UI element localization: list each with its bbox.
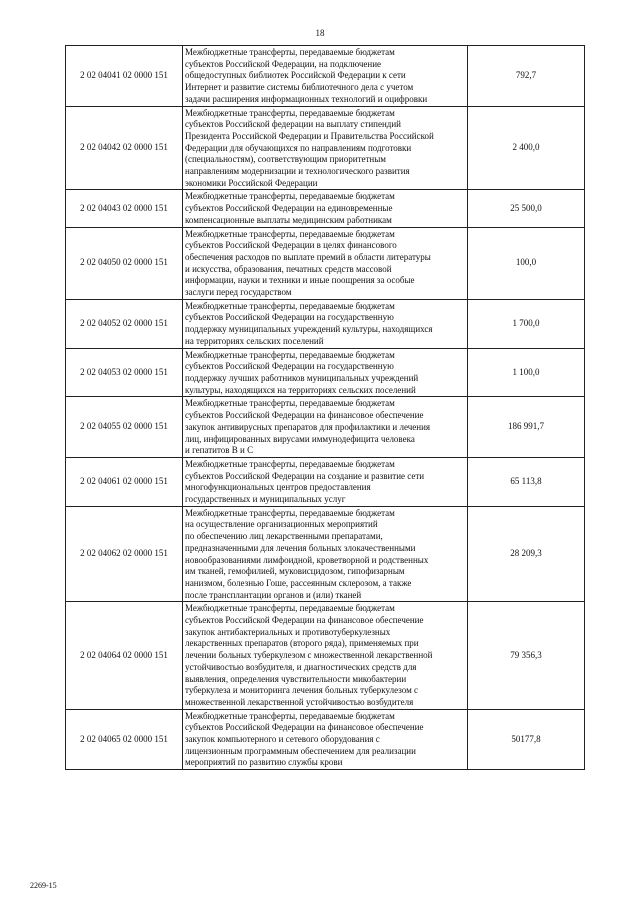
description-cell <box>183 190 468 227</box>
description-line: Межбюджетные трансферты, передаваемые бюджетам <box>185 507 395 518</box>
description-cell <box>183 227 468 299</box>
table-row <box>66 397 585 458</box>
description-line: многофункциональных центров предоставления <box>185 482 371 493</box>
document-code: 2269-15 <box>30 881 57 890</box>
amount-cell: 2 400,0 <box>468 106 585 190</box>
budget-code-cell: 2 02 04064 02 0000 151 <box>66 602 183 709</box>
table-row <box>66 190 585 227</box>
budget-code-cell: 2 02 04050 02 0000 151 <box>66 227 183 299</box>
table-row <box>66 709 585 770</box>
description-line: субъектов Российской Федерации на единовременные <box>185 203 393 214</box>
budget-code-cell: 2 02 04052 02 0000 151 <box>66 299 183 348</box>
description-cell <box>183 457 468 506</box>
budget-code-cell: 2 02 04061 02 0000 151 <box>66 457 183 506</box>
table-row <box>66 227 585 299</box>
amount-cell: 186 991,7 <box>468 397 585 458</box>
description-line: субъектов Российской Федерации на финансовое обеспечение <box>185 722 424 733</box>
description-line: Межбюджетные трансферты, передаваемые бюджетам <box>185 398 395 409</box>
table-row <box>66 106 585 190</box>
budget-code-cell: 2 02 04041 02 0000 151 <box>66 46 183 107</box>
amount-cell: 100,0 <box>468 227 585 299</box>
description-cell <box>183 348 468 397</box>
description-line: субъектов Российской Федерации, на подключение <box>185 58 382 69</box>
budget-code-cell: 2 02 04065 02 0000 151 <box>66 709 183 770</box>
description-cell <box>183 709 468 770</box>
description-line: им тканей, гемофилией, муковисцидозом, гипофизарным <box>185 566 405 577</box>
amount-cell: 65 113,8 <box>468 457 585 506</box>
budget-code-cell: 2 02 04042 02 0000 151 <box>66 106 183 190</box>
description-cell <box>183 46 468 107</box>
description-line: Межбюджетные трансферты, передаваемые бюджетам <box>185 300 395 311</box>
description-line: лечении больных туберкулезом с множественной лекарственной <box>185 650 433 661</box>
description-line: лицензионным программным обеспечением для реализации <box>185 745 416 756</box>
description-line: Межбюджетные трансферты, передаваемые бюджетам <box>185 349 395 360</box>
description-line: на осуществление организационных мероприятий <box>185 519 378 530</box>
budget-transfers-table <box>65 45 585 770</box>
table-row <box>66 506 585 602</box>
description-line: множественной лекарственной устойчивостью возбудителя <box>185 696 414 707</box>
description-line: туберкулеза и мониторинга лечения больных туберкулезом с <box>185 685 419 696</box>
budget-code-cell: 2 02 04053 02 0000 151 <box>66 348 183 397</box>
description-line: закупок компьютерного и сетевого оборудования с <box>185 734 380 745</box>
table-row <box>66 299 585 348</box>
table-row <box>66 457 585 506</box>
description-line: Федерации для обучающихся по направлениям подготовки <box>185 142 412 153</box>
description-line: Межбюджетные трансферты, передаваемые бюджетам <box>185 191 395 202</box>
table-row <box>66 348 585 397</box>
description-line: предназначенными для лечения больных злокачественными <box>185 542 416 553</box>
description-line: закупок антибактериальных и противотуберкулезных <box>185 626 391 637</box>
description-line: Межбюджетные трансферты, передаваемые бюджетам <box>185 228 395 239</box>
description-cell <box>183 506 468 602</box>
description-line: поддержку лучших работников муниципальных учреждений <box>185 372 419 383</box>
budget-code-cell: 2 02 04043 02 0000 151 <box>66 190 183 227</box>
description-cell <box>183 602 468 709</box>
table-body <box>66 46 585 770</box>
description-line: Межбюджетные трансферты, передаваемые бюджетам <box>185 458 395 469</box>
amount-cell: 50177,8 <box>468 709 585 770</box>
description-line: на территориях сельских поселений <box>185 335 324 346</box>
description-line: после трансплантации органов и (или) тканей <box>185 589 362 600</box>
table-row <box>66 46 585 107</box>
description-line: Президента Российской Федерации и Правительства Российской <box>185 130 434 141</box>
amount-cell: 792,7 <box>468 46 585 107</box>
description-line: лиц, инфицированных вирусами иммунодефицита человека <box>185 433 415 444</box>
budget-code-cell: 2 02 04062 02 0000 151 <box>66 506 183 602</box>
description-line: обеспечения расходов по выплате премий в области литературы <box>185 251 431 262</box>
description-line: субъектов Российской Федерации на государственную <box>185 361 394 372</box>
description-line: экономики Российской Федерации <box>185 177 318 188</box>
description-line: лекарственных препаратов (второго ряда), применяемых при <box>185 638 419 649</box>
description-line: Интернет и развитие системы библиотечного дела с учетом <box>185 82 414 93</box>
description-line: новообразованиями лимфоидной, кроветворной и родственных <box>185 554 429 565</box>
description-line: Межбюджетные трансферты, передаваемые бюджетам <box>185 603 395 614</box>
description-line: субъектов Российской Федерации на государственную <box>185 312 394 323</box>
description-line: субъектов Российской Федерации на создание и развитие сети <box>185 470 425 481</box>
amount-cell: 1 700,0 <box>468 299 585 348</box>
description-line: и искусства, образования, печатных средств массовой <box>185 263 392 274</box>
description-line: компенсационные выплаты медицинским работникам <box>185 214 392 225</box>
description-line: (специальностям), соответствующим приоритетным <box>185 154 386 165</box>
description-line: нанизмом, болезнью Гоше, рассеянным склерозом, а также <box>185 577 412 588</box>
description-line: направлениям модернизации и технологического развития <box>185 166 410 177</box>
table-row <box>66 602 585 709</box>
description-line: культуры, находящихся на территориях сельских поселений <box>185 384 416 395</box>
description-cell <box>183 299 468 348</box>
amount-cell: 1 100,0 <box>468 348 585 397</box>
description-cell <box>183 106 468 190</box>
amount-cell: 28 209,3 <box>468 506 585 602</box>
description-line: Межбюджетные трансферты, передаваемые бюджетам <box>185 107 395 118</box>
budget-code-cell: 2 02 04055 02 0000 151 <box>66 397 183 458</box>
description-line: субъектов Российской Федерации на финансовое обеспечение <box>185 410 424 421</box>
amount-cell: 79 356,3 <box>468 602 585 709</box>
description-line: субъектов Российской Федерации в целях финансового <box>185 240 397 251</box>
description-line: поддержку муниципальных учреждений культуры, находящихся <box>185 324 433 335</box>
description-line: заслуги перед государством <box>185 287 292 298</box>
description-line: по обеспечению лиц лекарственными препаратами, <box>185 531 383 542</box>
description-line: закупок антивирусных препаратов для профилактики и лечения <box>185 421 431 432</box>
description-line: государственных и муниципальных услуг <box>185 494 346 505</box>
description-line: выявления, определения чувствительности микобактерии <box>185 673 407 684</box>
description-line: субъектов Российской Федерации на финансовое обеспечение <box>185 615 424 626</box>
description-line: Межбюджетные трансферты, передаваемые бюджетам <box>185 710 395 721</box>
page-number: 18 <box>315 28 325 38</box>
description-line: задачи расширения информационных технологий и оцифровки <box>185 93 428 104</box>
description-line: и гепатитов В и С <box>185 445 254 456</box>
description-line: мероприятий по развитию службы крови <box>185 757 343 768</box>
amount-cell: 25 500,0 <box>468 190 585 227</box>
description-line: Межбюджетные трансферты, передаваемые бюджетам <box>185 47 395 57</box>
description-line: устойчивостью возбудителя, и диагностических средств для <box>185 661 417 672</box>
description-line: общедоступных библиотек Российской Федерации к сети <box>185 70 406 81</box>
description-line: информации, науки и техники и иные поощрения за особые <box>185 275 415 286</box>
description-cell <box>183 397 468 458</box>
description-line: субъектов Российской федерации на выплату стипендий <box>185 119 401 130</box>
